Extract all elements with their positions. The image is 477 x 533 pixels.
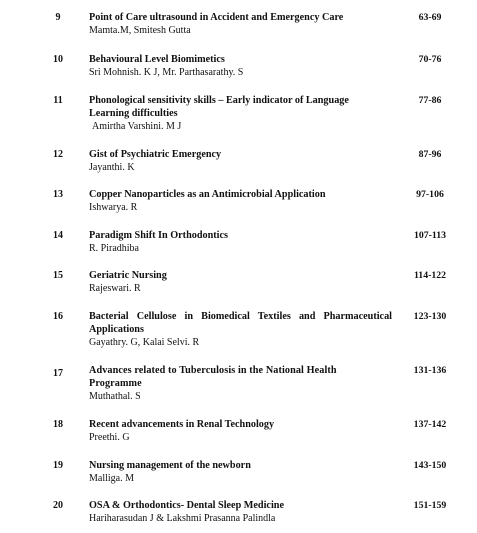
entry-pages: 151-159 [413,500,447,511]
entry-title: Copper Nanoparticles as an Antimicrobial Application [89,189,326,200]
entry-title: OSA & Orthodontics- Dental Sleep Medicine [89,500,284,511]
entry-pages: 143-150 [413,460,447,471]
entry-title: Gist of Psychiatric Emergency [89,149,222,160]
entry-pages: 114-122 [413,270,447,281]
entry-authors: Muthathal. S [89,391,141,402]
entry-title: Paradigm Shift In Orthodontics [89,230,228,241]
entry-authors: Preethi. G [89,432,130,443]
entry-number: 19 [53,460,63,471]
entry-authors: Sri Mohnish. K J, Mr. Parthasarathy. S [89,67,244,78]
entry-pages: 107-113 [413,230,447,241]
entry-pages: 131-136 [413,365,447,376]
entry-number: 15 [53,270,63,281]
entry-number: 16 [53,311,63,322]
entry-title: Point of Care ultrasound in Accident and Emergency Care [89,12,344,23]
entry-title: Recent advancements in Renal Technology [89,419,275,430]
entry-pages: 137-142 [413,419,447,430]
entry-title: Phonological sensitivity skills – Early indicator of Language Learning difficulties [89,95,349,119]
entry-number: 20 [53,500,63,511]
entry-title: Nursing management of the newborn [89,460,251,471]
entry-pages: 87-96 [418,149,442,160]
entry-number: 18 [53,419,63,430]
entry-title: Geriatric Nursing [89,270,167,281]
entry-pages: 63-69 [418,12,442,23]
entry-number: 14 [53,230,63,241]
entry-authors: R. Piradhiba [89,243,139,254]
entry-title: Advances related to Tuberculosis in the National Health Programme [89,365,337,389]
entry-pages: 97-106 [416,189,444,200]
entry-number: 10 [53,54,63,65]
entry-pages: 70-76 [418,54,442,65]
entry-number: 11 [53,95,63,106]
entry-title: Bacterial Cellulose in Biomedical Textiles and Pharmaceutical Applications [89,311,392,335]
entry-authors: Jayanthi. K [89,162,135,173]
entry-number: 17 [53,368,63,379]
entry-pages: 77-86 [418,95,442,106]
entry-authors: Amirtha Varshini. M J [92,121,182,132]
entry-authors: Gayathry. G, Kalai Selvi. R [89,337,200,348]
entry-number: 13 [53,189,63,200]
entry-authors: Hariharasudan J & Lakshmi Prasanna Palindla [89,513,276,524]
entry-number: 9 [55,12,61,23]
entry-number: 12 [53,149,63,160]
entry-authors: Rajeswari. R [89,283,141,294]
entry-authors: Malliga. M [89,473,134,484]
entry-authors: Ishwarya. R [89,202,138,213]
entry-pages: 123-130 [413,311,447,322]
entry-title: Behavioural Level Biomimetics [89,54,225,65]
entry-authors: Mamta.M, Smitesh Gutta [89,25,191,36]
